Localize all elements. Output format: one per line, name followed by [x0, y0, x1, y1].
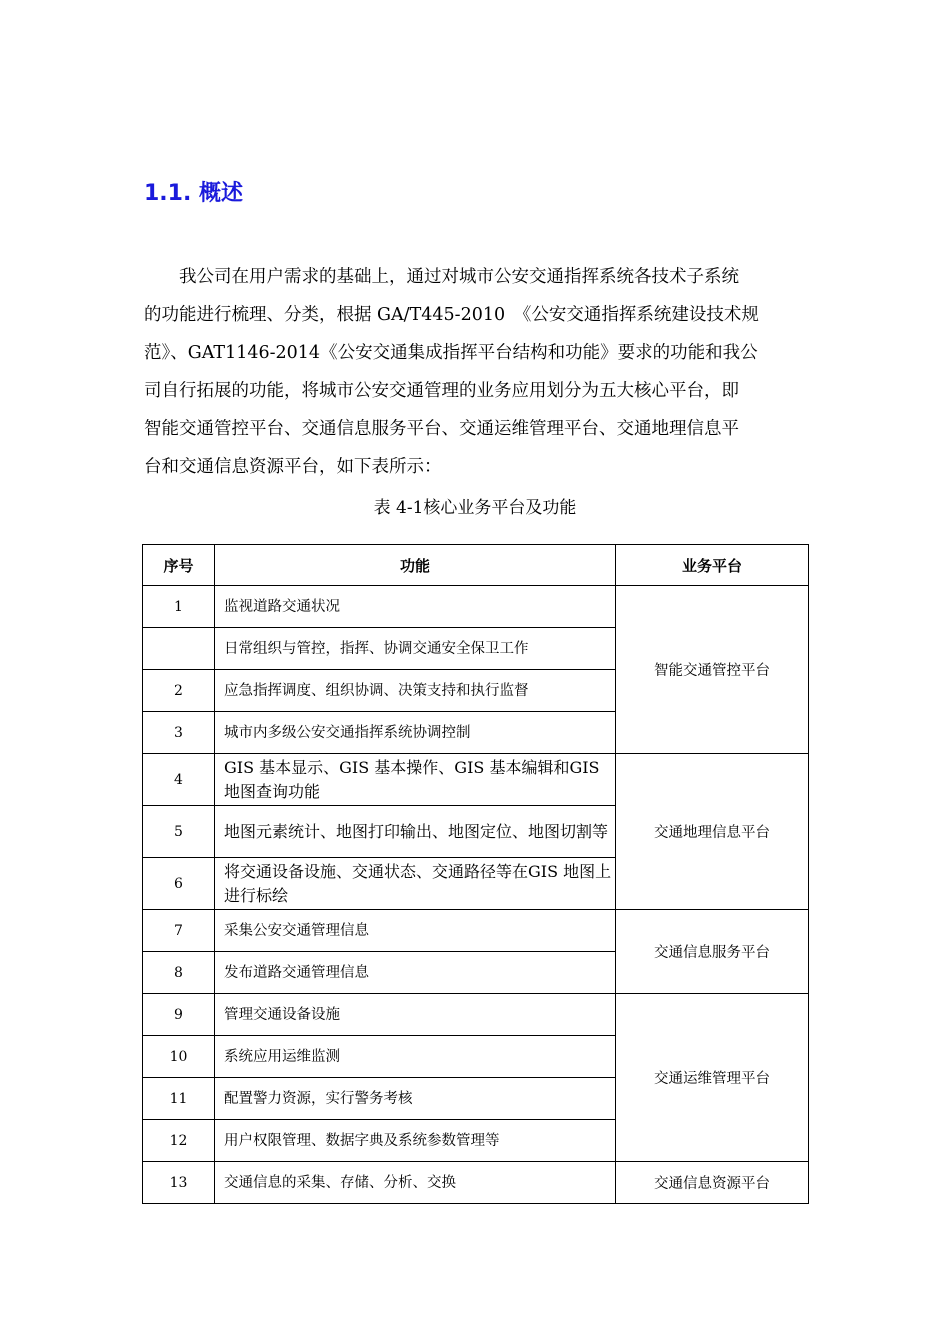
row-seq: [143, 628, 215, 670]
row-seq: 8: [143, 952, 215, 994]
row-function: 将交通设备设施、交通状态、交通路径等在GIS 地图上进行标绘: [215, 858, 616, 910]
row-seq: 2: [143, 670, 215, 712]
row-seq: 3: [143, 712, 215, 754]
row-function: GIS 基本显示、GIS 基本操作、GIS 基本编辑和GIS 地图查询功能: [215, 754, 616, 806]
paragraph-line: 范》、GAT1146-2014《公安交通集成指挥平台结构和功能》要求的功能和我公: [144, 343, 758, 363]
platform-function-table: [142, 544, 809, 1204]
row-seq: 10: [143, 1036, 215, 1078]
row-seq: 4: [143, 754, 215, 806]
row-function: 交通信息的采集、存储、分析、交换: [215, 1162, 616, 1204]
table-caption: 表 4-1核心业务平台及功能: [373, 498, 577, 518]
header-function: 功能: [215, 545, 616, 586]
header-platform: 业务平台: [616, 545, 809, 586]
row-seq: 5: [143, 806, 215, 858]
row-seq: 1: [143, 586, 215, 628]
row-function: 系统应用运维监测: [215, 1036, 616, 1078]
platform-cell: 交通运维管理平台: [616, 994, 809, 1162]
header-seq: 序号: [143, 545, 215, 586]
table-row: [143, 910, 809, 952]
table-row: [143, 586, 809, 628]
platform-cell: 交通地理信息平台: [616, 754, 809, 910]
row-function: 配置警力资源，实行警务考核: [215, 1078, 616, 1120]
platform-cell: 交通信息服务平台: [616, 910, 809, 994]
table-row: [143, 1162, 809, 1204]
row-function: 用户权限管理、数据字典及系统参数管理等: [215, 1120, 616, 1162]
row-function: 应急指挥调度、组织协调、决策支持和执行监督: [215, 670, 616, 712]
paragraph-line: 我公司在用户需求的基础上，通过对城市公安交通指挥系统各技术子系统: [179, 267, 739, 287]
platform-cell: 交通信息资源平台: [616, 1162, 809, 1204]
section-number: 1.1.: [144, 181, 192, 206]
row-seq: 13: [143, 1162, 215, 1204]
table-row: [143, 754, 809, 806]
paragraph-line: 智能交通管控平台、交通信息服务平台、交通运维管理平台、交通地理信息平: [144, 419, 739, 439]
row-seq: 11: [143, 1078, 215, 1120]
platform-cell: 智能交通管控平台: [616, 586, 809, 754]
paragraph-line: 司自行拓展的功能，将城市公安交通管理的业务应用划分为五大核心平台，即: [144, 381, 739, 401]
row-function: 管理交通设备设施: [215, 994, 616, 1036]
row-function: 采集公安交通管理信息: [215, 910, 616, 952]
row-seq: 6: [143, 858, 215, 910]
intro-paragraph: [144, 258, 808, 486]
row-seq: 9: [143, 994, 215, 1036]
paragraph-line: 台和交通信息资源平台，如下表所示：: [144, 457, 442, 477]
row-function: 日常组织与管控，指挥、协调交通安全保卫工作: [215, 628, 616, 670]
table-row: [143, 994, 809, 1036]
section-heading: [144, 176, 243, 207]
paragraph-line: 的功能进行梳理、分类，根据 GA/T445-2010 《公安交通指挥系统建设技术规: [144, 305, 759, 325]
row-function: 发布道路交通管理信息: [215, 952, 616, 994]
table-header-row: [143, 545, 809, 586]
row-seq: 7: [143, 910, 215, 952]
row-function: 地图元素统计、地图打印输出、地图定位、地图切割等: [215, 806, 616, 858]
row-seq: 12: [143, 1120, 215, 1162]
row-function: 城市内多级公安交通指挥系统协调控制: [215, 712, 616, 754]
row-function: 监视道路交通状况: [215, 586, 616, 628]
section-title: 概述: [199, 181, 244, 206]
